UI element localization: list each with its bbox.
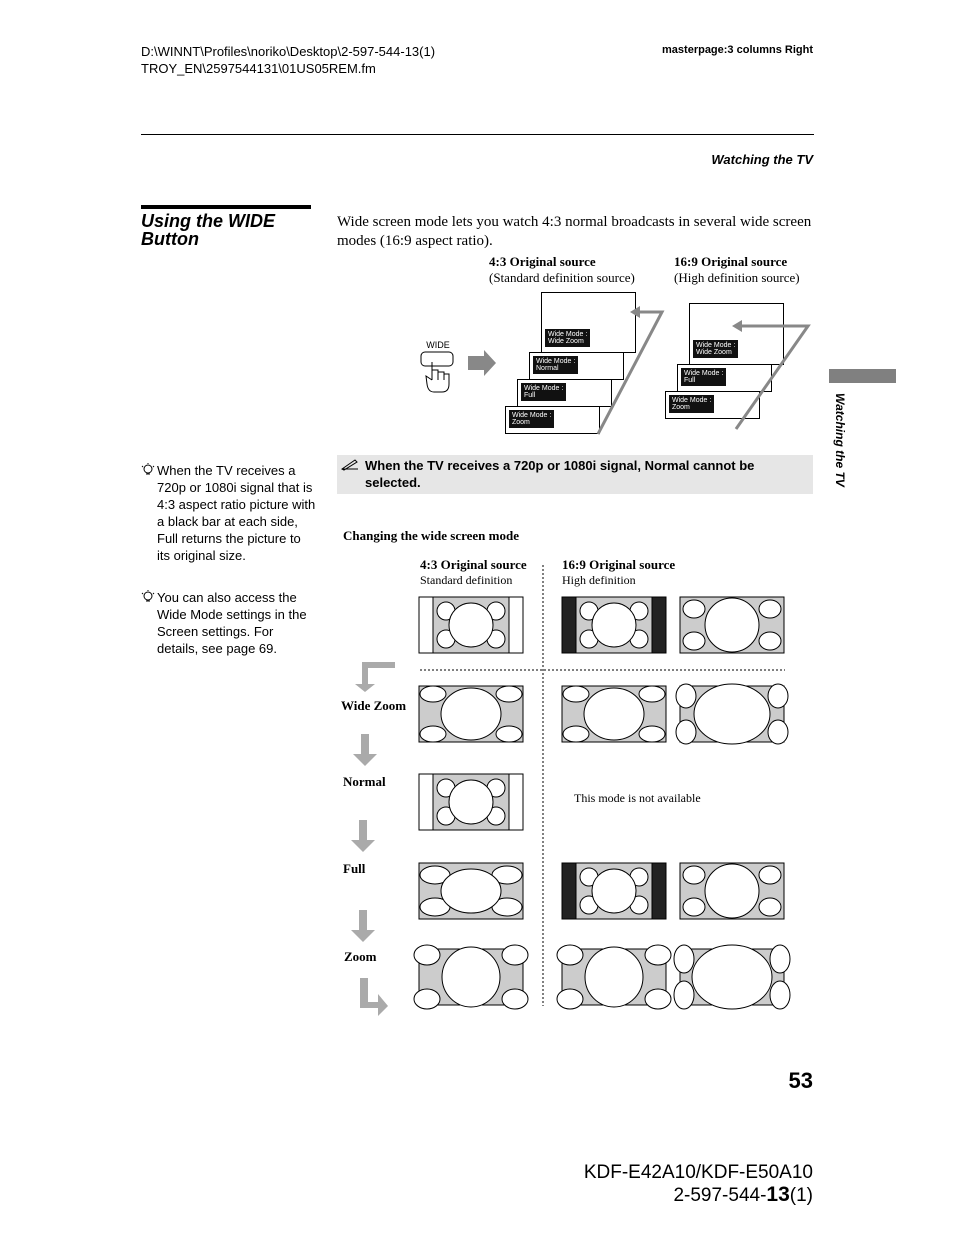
masterpage-label: masterpage:3 columns Right: [662, 44, 813, 56]
file-path-line1: D:\WINNT\Profiles\noriko\Desktop\2-597-544-13(1): [141, 44, 436, 59]
col169-sub: High definition: [562, 573, 636, 587]
col43-sub: Standard definition: [420, 573, 513, 587]
screen169-zoom-label: Wide Mode : Zoom: [669, 395, 714, 413]
tip-2-text: You can also access the Wide Mode settings in the Screen settings. For details, see page 69.: [157, 590, 307, 656]
src169-sub: (High definition source): [674, 270, 800, 285]
screen43-full-label: Wide Mode : Full: [521, 383, 566, 401]
img-original-43: [419, 597, 523, 653]
mode-chart-title: Changing the wide screen mode: [343, 528, 519, 543]
mode-label-normal: Normal: [343, 774, 386, 789]
img-original-169-bars: [562, 597, 666, 653]
intro-paragraph: Wide screen mode lets you watch 4:3 normal broadcasts in several wide screen modes (16:9 aspect ratio).: [337, 214, 812, 249]
flow-arrows: [351, 662, 395, 1016]
page-title: Using the WIDE Button: [141, 211, 275, 249]
col169-title: 16:9 Original source: [562, 557, 676, 572]
img-full-169-bars: [562, 863, 666, 919]
model-number: KDF-E42A10/KDF-E50A10: [583, 1162, 813, 1183]
screen43-zoom-label: Wide Mode : Zoom: [509, 410, 554, 428]
img-zoom-169: [674, 945, 790, 1009]
mode-label-widezoom: Wide Zoom: [341, 698, 407, 713]
src169-title: 16:9 Original source: [674, 254, 788, 269]
col43-title: 4:3 Original source: [420, 557, 527, 572]
mode-label-full: Full: [343, 861, 366, 876]
screen169-full-label: Wide Mode : Full: [681, 368, 726, 386]
page-number: 53: [788, 1068, 813, 1093]
img-full-169: [680, 863, 784, 919]
img-widezoom-169: [676, 684, 788, 744]
img-widezoom-43: [419, 686, 523, 742]
img-zoom-169-bars: [557, 945, 671, 1009]
wide-button-label: WIDE: [426, 340, 450, 350]
not-available-text: This mode is not available: [574, 791, 701, 805]
file-path-line2: TROY_EN\2597544131\01US05REM.fm: [141, 61, 376, 76]
screen43-widezoom-label: Wide Mode : Wide Zoom: [545, 329, 590, 347]
doc-code: 2-597-544-13(1): [673, 1183, 813, 1206]
img-normal-43: [419, 774, 523, 830]
src43-title: 4:3 Original source: [489, 254, 596, 269]
tip-1-text: When the TV receives a 720p or 1080i signal that is 4:3 aspect ratio picture with a black bar at each side, Full returns the picture to its original size.: [157, 463, 316, 563]
img-original-169: [680, 597, 784, 653]
section-header: Watching the TV: [711, 152, 813, 167]
img-zoom-43: [414, 945, 528, 1009]
img-full-43: [419, 863, 523, 919]
screen43-normal-label: Wide Mode : Normal: [533, 356, 578, 374]
screen169-widezoom-label: Wide Mode : Wide Zoom: [693, 340, 738, 358]
model-footer: [540, 1162, 813, 1207]
mode-label-zoom: Zoom: [344, 949, 377, 964]
side-tab-label: Watching the TV: [833, 393, 847, 487]
note-text: When the TV receives a 720p or 1080i signal, Normal cannot be selected.: [365, 458, 755, 490]
img-widezoom-169-bars: [562, 686, 666, 742]
src43-sub: (Standard definition source): [489, 270, 635, 285]
